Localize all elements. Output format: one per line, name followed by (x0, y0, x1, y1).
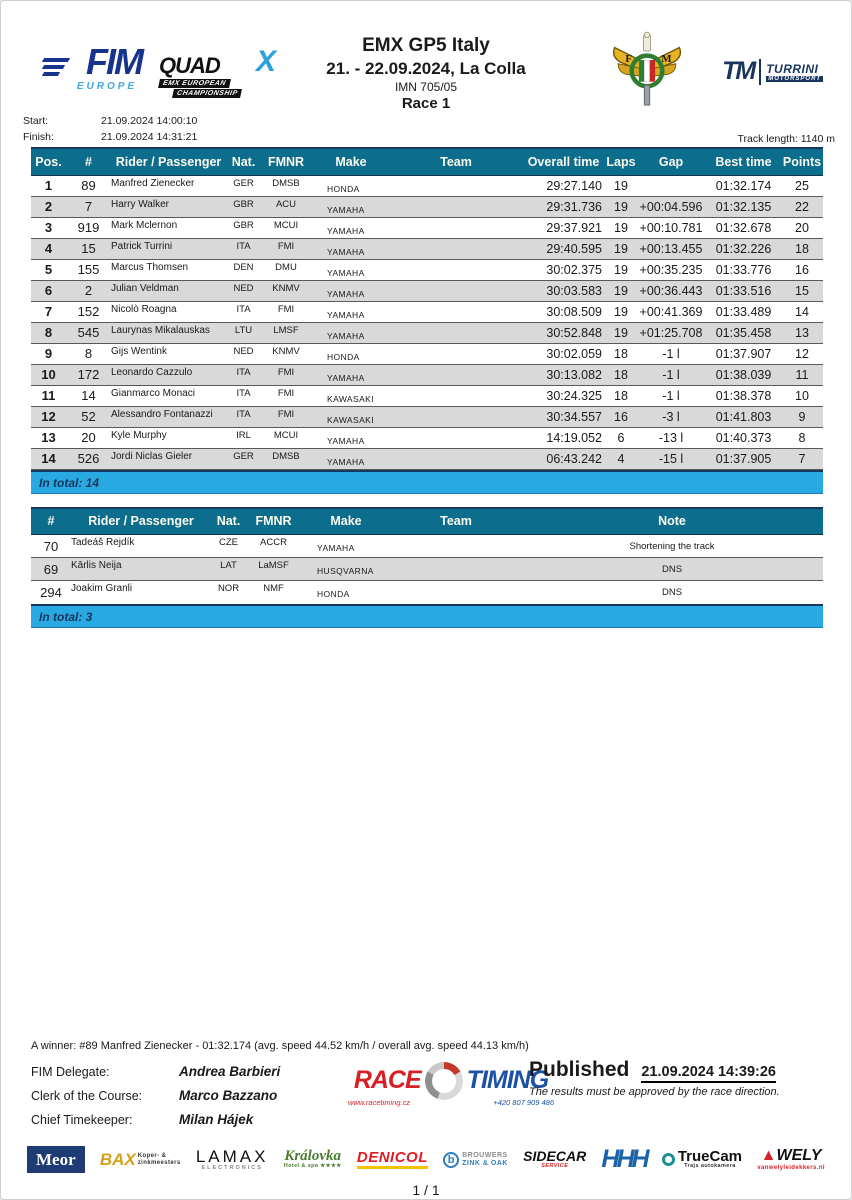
best-cell: 01:35.458 (706, 322, 781, 343)
team-cell (391, 364, 521, 385)
num-cell: 89 (81, 178, 96, 193)
finish-time: 21.09.2024 14:31:21 (101, 131, 198, 143)
team-cell (391, 196, 521, 217)
nat-cell: LTU (226, 322, 261, 343)
published-datetime: 21.09.2024 14:39:26 (641, 1064, 776, 1083)
column-header: Make (311, 148, 391, 175)
team-cell (391, 343, 521, 364)
nat-cell: LAT (211, 558, 246, 581)
make-cell: YAMAHA (317, 543, 355, 553)
best-cell: 01:33.776 (715, 262, 772, 277)
team-cell (391, 385, 521, 406)
start-label: Start: (23, 115, 49, 127)
nat-cell: NED (233, 345, 254, 357)
sponsor-denicol-logo: DENICOL (357, 1150, 428, 1169)
fmnr-cell: FMI (261, 364, 311, 385)
rider-cell: Leonardo Cazzulo (111, 364, 226, 385)
overall-cell: 30:03.583 (521, 280, 606, 301)
num-cell: 2 (66, 280, 111, 301)
approval-note: The results must be approved by the race direction. (529, 1085, 780, 1098)
official-label: FIM Delegate: (31, 1064, 110, 1079)
team-cell (391, 427, 521, 448)
points-cell: 9 (781, 406, 823, 427)
pos-cell: 14 (31, 448, 66, 469)
column-header: # (66, 148, 111, 175)
pos-cell: 4 (31, 238, 66, 259)
results-table (31, 147, 823, 470)
points-cell: 11 (781, 364, 823, 385)
sponsor-truecam-logo: TrueCam Trajs autokamera (662, 1149, 742, 1171)
winner-summary: A winner: #89 Manfred Zienecker - 01:32.174 (avg. speed 44.52 km/h / overall avg. speed 44.13 km/h) (31, 1039, 529, 1052)
team-cell (391, 217, 521, 238)
make-cell: HONDA (327, 351, 360, 362)
rider-cell: Kārlis Neija (71, 558, 211, 581)
table-row (31, 301, 823, 322)
overall-cell: 06:43.242 (521, 448, 606, 469)
num-cell: 70 (43, 538, 59, 554)
points-cell: 7 (781, 448, 823, 469)
start-time: 21.09.2024 14:00:10 (101, 115, 198, 127)
make-cell: YAMAHA (327, 267, 365, 278)
pos-cell: 12 (31, 406, 66, 427)
gap-cell: -1 l (662, 346, 680, 361)
make-cell: YAMAHA (327, 435, 365, 446)
table-row (31, 581, 823, 604)
nat-cell: DEN (233, 261, 254, 273)
column-header: FMNR (261, 148, 311, 175)
fim-logo-subtext: EUROPE (76, 81, 138, 92)
best-cell: 01:37.907 (715, 346, 772, 361)
fmi-federation-emblem (611, 31, 683, 114)
table-row (31, 343, 823, 364)
fmnr-cell: MCUI (273, 429, 299, 441)
fmnr-cell: KNMV (272, 345, 300, 357)
fmnr-cell: DMSB (272, 177, 300, 189)
nat-cell: GBR (226, 196, 261, 217)
fmnr-cell: DMU (275, 261, 297, 273)
num-cell: 155 (77, 262, 100, 277)
column-header: FMNR (246, 508, 301, 535)
nat-cell: ITA (236, 387, 251, 399)
num-cell: 69 (31, 558, 71, 581)
official-row (31, 1108, 821, 1132)
pos-cell: 11 (41, 388, 56, 403)
event-imn: IMN 705/05 (394, 80, 458, 94)
nat-cell: GBR (233, 219, 254, 231)
racetiming-race-text: RACE (353, 1066, 421, 1094)
rider-cell: Tadeáš Rejdík (71, 537, 135, 548)
fim-logo-text: FIM (47, 45, 167, 79)
overall-cell: 29:31.736 (521, 196, 606, 217)
team-cell (391, 535, 521, 558)
make-cell: HONDA (327, 183, 360, 194)
event-title: EMX GP5 Italy (362, 35, 490, 56)
nat-cell: NOR (217, 583, 240, 594)
overall-cell: 30:34.557 (521, 406, 606, 427)
best-cell: 01:32.678 (715, 220, 772, 235)
column-header: Team (391, 508, 521, 535)
gap-cell: -13 l (658, 430, 684, 445)
fmnr-cell: LMSF (261, 322, 311, 343)
fmnr-cell: NMF (263, 583, 284, 594)
sponsor-wely-logo: ▲WELY vanwelyleidekkers.nl (757, 1146, 825, 1171)
overall-cell: 29:27.140 (546, 178, 602, 193)
team-cell (391, 280, 521, 301)
rider-cell: Jordi Niclas Gieler (111, 448, 226, 469)
column-header: Rider / Passenger (71, 508, 211, 535)
num-cell: 52 (66, 406, 111, 427)
rider-cell: Kyle Murphy (111, 429, 167, 441)
make-cell: YAMAHA (311, 280, 391, 301)
overall-cell: 30:13.082 (521, 364, 606, 385)
points-cell: 14 (795, 304, 809, 319)
num-cell: 172 (66, 364, 111, 385)
make-cell: YAMAHA (311, 238, 391, 259)
racetiming-url: www.racetiming.cz (348, 1097, 411, 1107)
best-cell: 01:33.516 (706, 280, 781, 301)
table-row (31, 364, 823, 385)
table-row (31, 196, 823, 217)
non-finishers-total-bar: In total: 3 (31, 604, 823, 628)
truecam-ring-icon (662, 1153, 675, 1166)
column-header: Best time (706, 148, 781, 175)
pos-cell: 3 (44, 220, 53, 235)
table-row (31, 322, 823, 343)
sponsor-logo-strip (27, 1140, 825, 1180)
fmi-eagle-icon (611, 31, 683, 109)
page-footer (31, 1036, 821, 1128)
fmnr-cell: KNMV (261, 280, 311, 301)
fmnr-cell: FMI (277, 303, 295, 315)
laps-cell: 19 (606, 238, 636, 259)
team-cell (391, 558, 521, 581)
table-row (31, 406, 823, 427)
column-header: # (31, 508, 71, 535)
team-cell (391, 259, 521, 280)
rider-cell: Alessandro Fontanazzi (111, 406, 226, 427)
num-cell: 526 (66, 448, 111, 469)
nat-cell: IRL (236, 429, 251, 441)
table-row (31, 558, 823, 581)
gap-cell: -3 l (636, 406, 706, 427)
laps-cell: 19 (606, 280, 636, 301)
column-header: Team (391, 148, 521, 175)
laps-cell: 19 (614, 304, 628, 319)
pos-cell: 13 (41, 430, 56, 445)
team-cell (391, 322, 521, 343)
sponsor-meor-logo: Meor (27, 1146, 85, 1174)
gap-cell: +00:04.596 (636, 196, 706, 217)
nat-cell: ITA (236, 303, 251, 315)
make-cell: HONDA (317, 589, 350, 599)
pos-cell: 10 (31, 364, 66, 385)
nat-cell: NED (226, 280, 261, 301)
num-cell: 15 (66, 238, 111, 259)
points-cell: 12 (795, 346, 809, 361)
best-cell: 01:38.378 (715, 388, 772, 403)
overall-cell: 30:52.848 (521, 322, 606, 343)
rider-cell: Patrick Turrini (111, 238, 226, 259)
num-cell: 20 (81, 430, 96, 445)
fmnr-cell: LaMSF (246, 558, 301, 581)
make-cell: YAMAHA (327, 309, 365, 320)
blank-space (1, 628, 851, 1036)
laps-cell: 18 (606, 364, 636, 385)
rider-cell: Gijs Wentink (111, 345, 167, 357)
points-cell: 18 (781, 238, 823, 259)
points-cell: 13 (781, 322, 823, 343)
team-cell (391, 581, 521, 604)
gap-cell: +00:35.235 (639, 262, 703, 277)
laps-cell: 19 (614, 262, 628, 277)
laps-cell: 18 (614, 346, 628, 361)
brouwers-b-icon: b (443, 1152, 459, 1168)
num-cell: 919 (77, 220, 100, 235)
quadx-x-icon: X (255, 45, 275, 78)
results-table-section (31, 147, 821, 494)
nat-cell: ITA (226, 364, 261, 385)
rider-cell: Gianmarco Monaci (111, 387, 195, 399)
best-cell: 01:40.373 (715, 430, 772, 445)
gap-cell (636, 175, 706, 196)
official-label: Chief Timekeeper: (31, 1112, 133, 1127)
overall-cell: 30:02.375 (546, 262, 602, 277)
column-header: Pos. (31, 148, 66, 175)
nat-cell: GER (233, 177, 254, 189)
svg-text:F: F (625, 52, 632, 65)
gap-cell: +00:41.369 (639, 304, 703, 319)
turrini-motorsport-label: MOTORSPORT (768, 75, 821, 82)
pos-cell: 2 (31, 196, 66, 217)
nat-cell: ITA (226, 238, 261, 259)
pos-cell: 7 (44, 304, 53, 319)
nat-cell: GER (226, 448, 261, 469)
sponsor-lamax-logo: LAMAX ELECTRONICS (195, 1146, 269, 1171)
laps-cell: 19 (606, 196, 636, 217)
make-cell: KAWASAKI (311, 406, 391, 427)
pos-cell: 5 (44, 262, 53, 277)
make-cell: YAMAHA (327, 225, 365, 236)
best-cell: 01:32.174 (715, 178, 772, 193)
official-name: Milan Hájek (179, 1112, 254, 1127)
quadx-logo-text: QUAD X (159, 45, 275, 78)
rider-cell: Joakim Granli (71, 583, 133, 594)
team-cell (391, 406, 521, 427)
table-row (31, 175, 823, 196)
official-name: Marco Bazzano (179, 1088, 278, 1103)
fmnr-cell: FMI (261, 238, 311, 259)
column-header: Note (521, 508, 823, 535)
rider-cell: Laurynas Mikalauskas (111, 322, 226, 343)
num-cell: 8 (84, 346, 93, 361)
column-header: Laps (606, 148, 636, 175)
overall-cell: 30:08.509 (546, 304, 602, 319)
rider-cell: Nicolò Roagna (111, 303, 177, 315)
column-header: Gap (636, 148, 706, 175)
team-cell (391, 448, 521, 469)
overall-cell: 29:37.921 (546, 220, 602, 235)
points-cell: 8 (798, 430, 806, 445)
make-cell: KAWASAKI (327, 393, 374, 404)
tm-monogram: TM (722, 57, 755, 85)
non-finishers-table (31, 507, 823, 604)
team-cell (391, 238, 521, 259)
session-meta (23, 113, 843, 147)
gap-cell: +00:36.443 (636, 280, 706, 301)
table-row (31, 427, 823, 448)
nat-cell: CZE (219, 537, 238, 548)
page-header (1, 1, 851, 113)
laps-cell: 19 (614, 178, 628, 193)
overall-cell: 14:19.052 (546, 430, 602, 445)
gap-cell: +00:10.781 (639, 220, 703, 235)
points-cell: 16 (795, 262, 809, 277)
table-row (31, 448, 823, 469)
table-row (31, 385, 823, 406)
table-row (31, 238, 823, 259)
column-header: Nat. (211, 508, 246, 535)
rider-cell: Harry Walker (111, 196, 226, 217)
sponsor-kralovka-logo: Královka Hotel & spa ★★★★ (283, 1147, 342, 1170)
fmnr-cell: MCUI (273, 219, 299, 231)
table-row (31, 280, 823, 301)
pos-cell: 6 (31, 280, 66, 301)
num-cell: 152 (77, 304, 100, 319)
gap-cell: +00:13.455 (636, 238, 706, 259)
results-total-bar: In total: 14 (31, 470, 823, 494)
points-cell: 20 (795, 220, 809, 235)
sponsor-bax-logo: BAX Koper- & zinkmeesters (99, 1149, 181, 1169)
event-date-location: 21. - 22.09.2024, La Colla (326, 59, 526, 78)
num-cell: 7 (66, 196, 111, 217)
laps-cell: 4 (606, 448, 636, 469)
page-number: 1 / 1 (412, 1181, 440, 1198)
laps-cell: 16 (606, 406, 636, 427)
official-label: Clerk of the Course: (31, 1088, 143, 1103)
rider-cell: Julian Veldman (111, 280, 226, 301)
non-finishers-table-section (31, 507, 821, 628)
fmnr-cell: FMI (277, 387, 295, 399)
svg-text:M: M (661, 52, 672, 65)
gap-cell: -1 l (662, 388, 680, 403)
official-name: Andrea Barbieri (179, 1064, 281, 1079)
num-cell: 545 (66, 322, 111, 343)
make-cell: YAMAHA (311, 364, 391, 385)
laps-cell: 19 (606, 322, 636, 343)
finish-label: Finish: (23, 131, 54, 143)
table-row (31, 259, 823, 280)
points-cell: 22 (781, 196, 823, 217)
column-header: Make (301, 508, 391, 535)
num-cell: 14 (81, 388, 96, 403)
make-cell: YAMAHA (311, 196, 391, 217)
best-cell: 01:33.489 (715, 304, 772, 319)
nat-cell: ITA (226, 406, 261, 427)
racetiming-phone: +420 807 909 486 (493, 1097, 554, 1107)
sponsor-hhh-logo: HHH (601, 1145, 647, 1174)
make-cell: YAMAHA (311, 448, 391, 469)
pos-cell: 1 (44, 178, 53, 193)
note-cell: DNS (521, 558, 823, 581)
fmnr-cell: FMI (261, 406, 311, 427)
laps-cell: 6 (617, 430, 625, 445)
gap-cell: -15 l (636, 448, 706, 469)
column-header: Overall time (521, 148, 606, 175)
track-length: Track length: 1140 m (737, 133, 835, 145)
laps-cell: 19 (614, 220, 628, 235)
table-row (31, 535, 823, 558)
make-cell: HUSQVARNA (301, 558, 391, 581)
note-cell: DNS (661, 586, 683, 598)
column-header: Nat. (226, 148, 261, 175)
team-cell (391, 301, 521, 322)
turrini-name: TURRINI (766, 61, 819, 76)
team-cell (391, 175, 521, 196)
num-cell: 294 (40, 584, 62, 600)
make-cell: YAMAHA (311, 322, 391, 343)
gap-cell: -1 l (636, 364, 706, 385)
best-cell: 01:37.905 (706, 448, 781, 469)
table-row (31, 217, 823, 238)
quadx-banner-line2: CHAMPIONSHIP (172, 89, 242, 98)
racetiming-swoosh-icon (425, 1062, 463, 1100)
published-label: Published (529, 1057, 630, 1081)
results-table-header (31, 148, 823, 175)
fmnr-cell: DMSB (261, 448, 311, 469)
non-finishers-table-header (31, 508, 823, 535)
best-cell: 01:32.135 (706, 196, 781, 217)
note-cell: Shortening the track (629, 540, 715, 552)
tm-divider (759, 59, 761, 85)
pos-cell: 8 (31, 322, 66, 343)
quadx-banner-line1: EMX EUROPEAN (158, 79, 231, 88)
rider-cell: Mark Mclernon (111, 219, 178, 231)
racetiming-timing-text: TIMING (466, 1066, 549, 1094)
turrini-motorsport-logo (722, 57, 823, 86)
sponsor-sidecar-logo: SIDECAR SERVICE (523, 1148, 587, 1169)
published-block (529, 1058, 821, 1098)
laps-cell: 18 (614, 388, 628, 403)
best-cell: 01:38.039 (706, 364, 781, 385)
points-cell: 25 (795, 178, 809, 193)
pos-cell: 9 (44, 346, 53, 361)
fmnr-cell: ACCR (260, 537, 287, 548)
column-header: Points (781, 148, 823, 175)
gap-cell: +01:25.708 (636, 322, 706, 343)
fmnr-cell: ACU (261, 196, 311, 217)
overall-cell: 30:24.325 (546, 388, 602, 403)
race-label: Race 1 (401, 95, 451, 112)
column-header: Rider / Passenger (111, 148, 226, 175)
best-cell: 01:32.226 (706, 238, 781, 259)
points-cell: 10 (795, 388, 809, 403)
rider-cell: Manfred Zienecker (111, 177, 195, 189)
overall-cell: 29:40.595 (521, 238, 606, 259)
overall-cell: 30:02.059 (546, 346, 602, 361)
best-cell: 01:41.803 (706, 406, 781, 427)
sponsor-brouwers-logo: b BROUWERS ZINK & OAK (443, 1152, 508, 1168)
points-cell: 15 (781, 280, 823, 301)
rider-cell: Marcus Thomsen (111, 261, 189, 273)
